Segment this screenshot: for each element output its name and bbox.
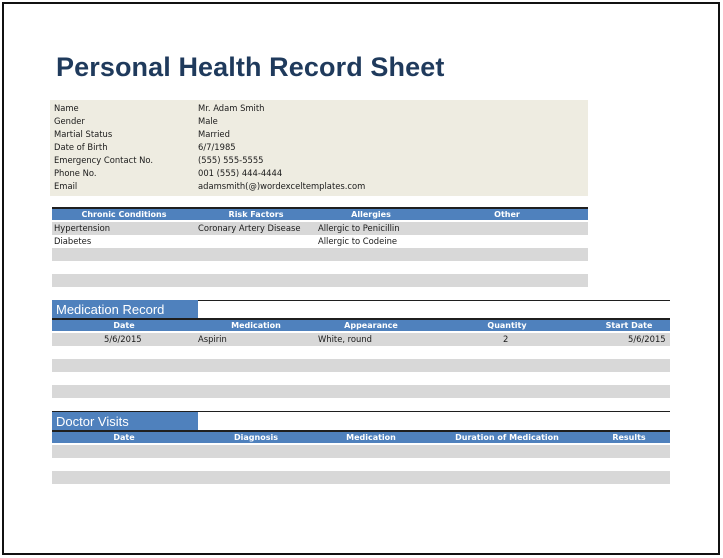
medication-record-title: Medication Record (52, 300, 198, 320)
col-header-chronic-conditions: Chronic Conditions (81, 210, 167, 219)
table-cell[interactable]: 5/6/2015 (628, 334, 666, 344)
personal-info-panel (50, 100, 588, 196)
info-label: Gender (54, 116, 85, 126)
table-cell[interactable]: Coronary Artery Disease (198, 223, 301, 233)
col-header-allergies: Allergies (351, 210, 391, 219)
table-cell[interactable]: Aspirin (198, 334, 227, 344)
medication-header-row (52, 318, 670, 331)
table-cell[interactable]: Hypertension (54, 223, 111, 233)
info-label: Name (54, 103, 79, 113)
col-header-date: Date (113, 433, 135, 442)
info-label: Date of Birth (54, 142, 108, 152)
info-value[interactable]: Mr. Adam Smith (198, 103, 265, 113)
col-header-risk-factors: Risk Factors (228, 210, 284, 219)
page-title: Personal Health Record Sheet (56, 52, 445, 82)
col-header-medication: Medication (346, 433, 396, 442)
info-value[interactable]: 001 (555) 444-4444 (198, 168, 283, 178)
table-cell[interactable]: 2 (503, 334, 509, 344)
col-header-diagnosis: Diagnosis (234, 433, 278, 442)
table-cell[interactable]: Allergic to Penicillin (318, 223, 400, 233)
info-value[interactable]: adamsmith(@)wordexceltemplates.com (198, 181, 366, 191)
table-cell[interactable]: Allergic to Codeine (318, 236, 398, 246)
col-header-date: Date (113, 321, 135, 330)
doctor-visits-title: Doctor Visits (52, 412, 198, 432)
table-cell[interactable]: White, round (318, 334, 372, 344)
col-header-medication: Medication (231, 321, 281, 330)
info-value[interactable]: (555) 555-5555 (198, 155, 264, 165)
col-header-quantity: Quantity (487, 321, 527, 330)
info-value[interactable]: Married (198, 129, 230, 139)
visits-header-row (52, 430, 670, 443)
col-header-duration: Duration of Medication (455, 433, 559, 442)
info-value[interactable]: Male (198, 116, 218, 126)
table-row-band (52, 248, 588, 261)
col-header-other: Other (494, 210, 520, 219)
info-label: Emergency Contact No. (54, 155, 154, 165)
info-value[interactable]: 6/7/1985 (198, 142, 236, 152)
table-row-band (52, 471, 670, 484)
table-row-band (52, 445, 670, 458)
table-row-band (52, 359, 670, 372)
conditions-header-row (52, 207, 588, 220)
col-header-start-date: Start Date (605, 321, 653, 330)
info-label: Martial Status (54, 129, 113, 139)
col-header-results: Results (612, 433, 646, 442)
info-label: Email (54, 181, 78, 191)
table-row-band (52, 274, 588, 287)
table-cell[interactable]: 5/6/2015 (104, 334, 142, 344)
col-header-appearance: Appearance (344, 321, 398, 330)
table-row-band (52, 385, 670, 398)
info-label: Phone No. (54, 168, 97, 178)
table-cell[interactable]: Diabetes (54, 236, 92, 246)
